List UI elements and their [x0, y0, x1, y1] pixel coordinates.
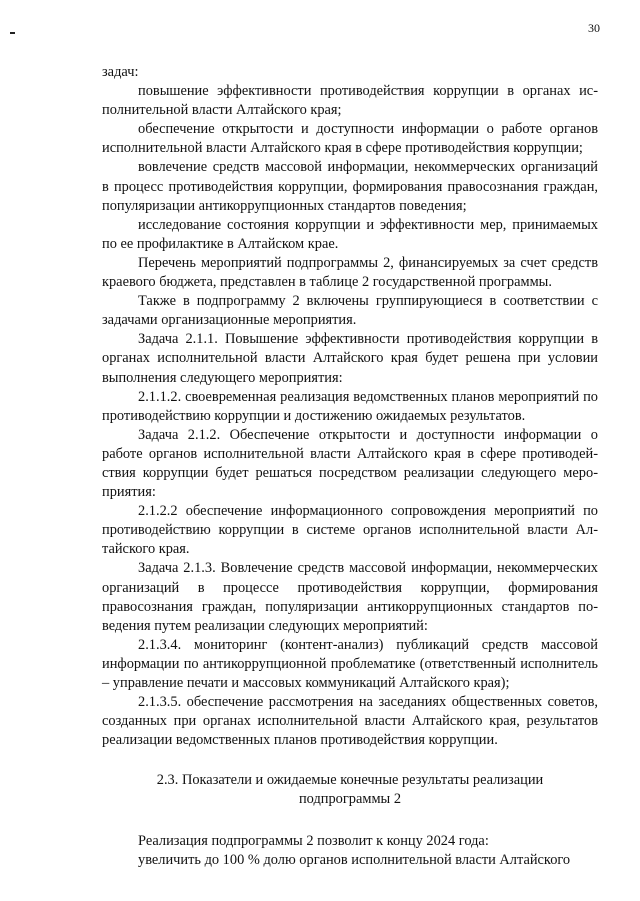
paragraph-task-research: исследование состояния коррупции и эффективности мер, принимаемых по ее профилактике в Алтайском крае.: [102, 216, 598, 252]
paragraph-task-openness: обеспечение открытости и доступности информации о работе органов исполнительной власти Алтайского края в сфере противодействия коррупции;: [102, 121, 598, 157]
paragraph-organizational-measures: Также в подпрограмму 2 включены группирующиеся в соответствии с задачами организационные мероприятия.: [102, 293, 598, 329]
paragraph-tasks-intro: задач:: [102, 64, 139, 80]
paragraph-measure-2-1-3-4: 2.1.3.4. мониторинг (контент-анализ) публикаций средств массовой информации по антикоррупционной проблематике (ответственный исполнитель – управление печати и массовых коммуникаций Алтайского края);: [102, 636, 598, 691]
section-heading-line1: 2.3. Показатели и ожидаемые конечные результаты реализации: [156, 772, 544, 789]
section-heading: [102, 771, 598, 809]
paragraph-measure-2-1-1-2: 2.1.1.2. своевременная реализация ведомственных планов мероприятий по противодействию коррупции и достижению ожидаемых результатов.: [102, 388, 598, 424]
page-number: 30: [588, 21, 600, 35]
paragraph-task-2-1-2: Задача 2.1.2. Обеспечение открытости и доступности информации о работе органов исполнительной власти Алтайского края в сфере противодействия коррупции будет решаться посредством реализации следующего мероприятия:: [102, 426, 598, 501]
paragraph-task-efficiency: повышение эффективности противодействия коррупции в органах исполнительной власти Алтайского края;: [102, 83, 598, 119]
scan-edge-mark: [10, 32, 15, 34]
paragraph-measure-2-1-3-5: 2.1.3.5. обеспечение рассмотрения на заседаниях общественных советов, созданных при органах исполнительной власти Алтайского края, результатов реализации ведомственных планов противодействия коррупции.: [102, 694, 598, 749]
paragraph-task-2-1-3: Задача 2.1.3. Вовлечение средств массовой информации, некоммерческих организаций в процессе противодействия коррупции, формирования правосознания граждан, популяризации антикоррупционных стандартов поведения путем реализации следующих мероприятий:: [102, 560, 598, 634]
document-body: [102, 63, 598, 870]
paragraph-task-media: вовлечение средств массовой информации, некоммерческих организаций в процесс противодействия коррупции, формирования правосознания граждан, популяризации антикоррупционных стандартов поведения;: [102, 159, 598, 214]
paragraph-results-first-item: увеличить до 100 % долю органов исполнительной власти Алтайского: [138, 851, 571, 868]
paragraph-results-intro: Реализация подпрограммы 2 позволит к концу 2024 года:: [138, 832, 489, 849]
paragraph-measures-list: Перечень мероприятий подпрограммы 2, финансируемых за счет средств краевого бюджета, представлен в таблице 2 государственной программы.: [102, 254, 598, 291]
paragraph-task-2-1-1: Задача 2.1.1. Повышение эффективности противодействия коррупции в органах исполнительной власти Алтайского края будет решена при условии выполнения следующего мероприятия:: [102, 331, 598, 386]
section-heading-line2: подпрограммы 2: [298, 791, 402, 808]
paragraph-measure-2-1-2-2: 2.1.2.2 обеспечение информационного сопровождения мероприятий по противодействию коррупции в системе органов исполнительной власти Алтайского края.: [102, 503, 598, 558]
